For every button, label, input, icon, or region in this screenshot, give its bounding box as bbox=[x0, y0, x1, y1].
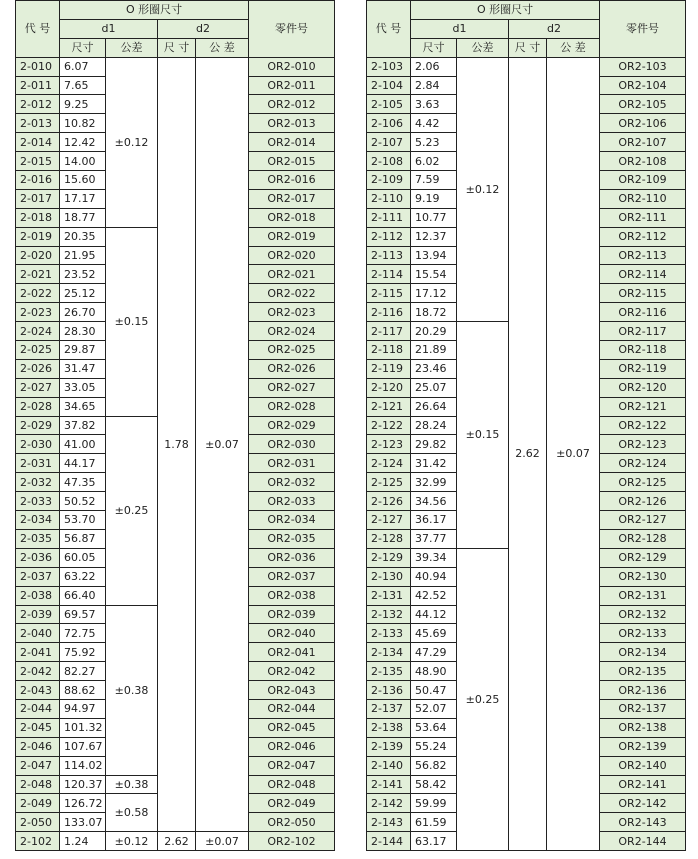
oring-table-right bbox=[366, 0, 686, 851]
row-d2-tolerance: ±0.07 bbox=[196, 832, 249, 851]
row-part-no: OR2-017 bbox=[249, 189, 335, 208]
row-d1-size: 50.52 bbox=[60, 492, 106, 511]
row-d1-size: 44.12 bbox=[411, 605, 457, 624]
row-part-no: OR2-019 bbox=[249, 227, 335, 246]
row-d1-size: 18.72 bbox=[411, 303, 457, 322]
row-code: 2-121 bbox=[367, 397, 411, 416]
row-d1-size: 56.82 bbox=[411, 756, 457, 775]
row-code: 2-042 bbox=[16, 662, 60, 681]
row-code: 2-024 bbox=[16, 322, 60, 341]
row-part-no: OR2-103 bbox=[600, 57, 686, 76]
row-code: 2-142 bbox=[367, 794, 411, 813]
row-d1-size: 2.84 bbox=[411, 76, 457, 95]
row-code: 2-144 bbox=[367, 832, 411, 851]
row-code: 2-020 bbox=[16, 246, 60, 265]
row-d1-size: 25.07 bbox=[411, 378, 457, 397]
row-d1-size: 29.82 bbox=[411, 435, 457, 454]
row-code: 2-109 bbox=[367, 171, 411, 190]
row-d1-size: 28.30 bbox=[60, 322, 106, 341]
header-d2-size: 尺 寸 bbox=[509, 38, 547, 57]
row-code: 2-135 bbox=[367, 662, 411, 681]
row-code: 2-112 bbox=[367, 227, 411, 246]
row-d1-size: 34.56 bbox=[411, 492, 457, 511]
row-code: 2-130 bbox=[367, 567, 411, 586]
row-code: 2-015 bbox=[16, 152, 60, 171]
row-part-no: OR2-020 bbox=[249, 246, 335, 265]
row-part-no: OR2-117 bbox=[600, 322, 686, 341]
row-code: 2-041 bbox=[16, 643, 60, 662]
header-d2-tol: 公 差 bbox=[196, 38, 249, 57]
row-part-no: OR2-102 bbox=[249, 832, 335, 851]
row-code: 2-014 bbox=[16, 133, 60, 152]
row-d1-size: 114.02 bbox=[60, 756, 106, 775]
row-d1-size: 41.00 bbox=[60, 435, 106, 454]
row-code: 2-028 bbox=[16, 397, 60, 416]
row-code: 2-039 bbox=[16, 605, 60, 624]
row-code: 2-033 bbox=[16, 492, 60, 511]
row-d1-tolerance: ±0.38 bbox=[106, 775, 158, 794]
row-d1-tolerance: ±0.12 bbox=[106, 832, 158, 851]
row-part-no: OR2-108 bbox=[600, 152, 686, 171]
row-d1-size: 63.22 bbox=[60, 567, 106, 586]
row-part-no: OR2-032 bbox=[249, 473, 335, 492]
row-d1-size: 56.87 bbox=[60, 529, 106, 548]
row-code: 2-019 bbox=[16, 227, 60, 246]
row-part-no: OR2-048 bbox=[249, 775, 335, 794]
row-d1-size: 48.90 bbox=[411, 662, 457, 681]
row-code: 2-127 bbox=[367, 511, 411, 530]
row-code: 2-134 bbox=[367, 643, 411, 662]
row-part-no: OR2-039 bbox=[249, 605, 335, 624]
row-d1-size: 52.07 bbox=[411, 699, 457, 718]
row-d1-size: 37.82 bbox=[60, 416, 106, 435]
row-part-no: OR2-045 bbox=[249, 718, 335, 737]
row-part-no: OR2-046 bbox=[249, 737, 335, 756]
row-d1-size: 29.87 bbox=[60, 341, 106, 360]
row-d1-size: 15.54 bbox=[411, 265, 457, 284]
row-part-no: OR2-034 bbox=[249, 511, 335, 530]
row-d1-size: 58.42 bbox=[411, 775, 457, 794]
row-part-no: OR2-133 bbox=[600, 624, 686, 643]
row-code: 2-046 bbox=[16, 737, 60, 756]
row-d1-size: 50.47 bbox=[411, 681, 457, 700]
row-d1-size: 47.35 bbox=[60, 473, 106, 492]
row-code: 2-108 bbox=[367, 152, 411, 171]
row-code: 2-140 bbox=[367, 756, 411, 775]
row-d1-size: 44.17 bbox=[60, 454, 106, 473]
header-code: 代 号 bbox=[367, 1, 411, 58]
row-part-no: OR2-121 bbox=[600, 397, 686, 416]
row-d1-tolerance: ±0.58 bbox=[106, 794, 158, 832]
row-d1-size: 61.59 bbox=[411, 813, 457, 832]
oring-table-left bbox=[15, 0, 335, 851]
row-code: 2-038 bbox=[16, 586, 60, 605]
row-d1-size: 31.42 bbox=[411, 454, 457, 473]
row-code: 2-025 bbox=[16, 341, 60, 360]
row-part-no: OR2-131 bbox=[600, 586, 686, 605]
row-d1-size: 33.05 bbox=[60, 378, 106, 397]
row-code: 2-016 bbox=[16, 171, 60, 190]
row-code: 2-124 bbox=[367, 454, 411, 473]
row-d1-tolerance: ±0.15 bbox=[106, 227, 158, 416]
row-part-no: OR2-123 bbox=[600, 435, 686, 454]
row-code: 2-132 bbox=[367, 605, 411, 624]
row-part-no: OR2-113 bbox=[600, 246, 686, 265]
row-code: 2-104 bbox=[367, 76, 411, 95]
row-part-no: OR2-023 bbox=[249, 303, 335, 322]
row-code: 2-118 bbox=[367, 341, 411, 360]
row-part-no: OR2-114 bbox=[600, 265, 686, 284]
row-part-no: OR2-144 bbox=[600, 832, 686, 851]
row-part-no: OR2-027 bbox=[249, 378, 335, 397]
row-d1-size: 31.47 bbox=[60, 359, 106, 378]
row-code: 2-049 bbox=[16, 794, 60, 813]
row-part-no: OR2-120 bbox=[600, 378, 686, 397]
row-part-no: OR2-105 bbox=[600, 95, 686, 114]
row-d2-size: 2.62 bbox=[509, 57, 547, 850]
row-code: 2-115 bbox=[367, 284, 411, 303]
row-code: 2-011 bbox=[16, 76, 60, 95]
row-part-no: OR2-135 bbox=[600, 662, 686, 681]
row-code: 2-036 bbox=[16, 548, 60, 567]
row-part-no: OR2-022 bbox=[249, 284, 335, 303]
header-d1-tol: 公差 bbox=[457, 38, 509, 57]
row-d1-size: 7.65 bbox=[60, 76, 106, 95]
row-code: 2-045 bbox=[16, 718, 60, 737]
header-d1: d1 bbox=[411, 19, 509, 38]
row-code: 2-029 bbox=[16, 416, 60, 435]
row-code: 2-017 bbox=[16, 189, 60, 208]
row-d1-size: 120.37 bbox=[60, 775, 106, 794]
row-d1-tolerance: ±0.25 bbox=[457, 548, 509, 850]
row-d2-size: 2.62 bbox=[158, 832, 196, 851]
row-d1-size: 36.17 bbox=[411, 511, 457, 530]
row-code: 2-048 bbox=[16, 775, 60, 794]
row-part-no: OR2-030 bbox=[249, 435, 335, 454]
row-part-no: OR2-143 bbox=[600, 813, 686, 832]
row-d1-size: 17.17 bbox=[60, 189, 106, 208]
row-code: 2-102 bbox=[16, 832, 60, 851]
header-part-no: 零件号 bbox=[600, 1, 686, 58]
row-code: 2-128 bbox=[367, 529, 411, 548]
row-code: 2-138 bbox=[367, 718, 411, 737]
row-code: 2-136 bbox=[367, 681, 411, 700]
row-d1-size: 47.29 bbox=[411, 643, 457, 662]
row-part-no: OR2-134 bbox=[600, 643, 686, 662]
row-code: 2-139 bbox=[367, 737, 411, 756]
row-d1-size: 101.32 bbox=[60, 718, 106, 737]
row-d1-size: 17.12 bbox=[411, 284, 457, 303]
row-d1-size: 23.46 bbox=[411, 359, 457, 378]
row-part-no: OR2-139 bbox=[600, 737, 686, 756]
row-d1-size: 12.37 bbox=[411, 227, 457, 246]
row-part-no: OR2-026 bbox=[249, 359, 335, 378]
row-part-no: OR2-050 bbox=[249, 813, 335, 832]
row-part-no: OR2-126 bbox=[600, 492, 686, 511]
row-part-no: OR2-029 bbox=[249, 416, 335, 435]
row-d1-size: 3.63 bbox=[411, 95, 457, 114]
row-d1-tolerance: ±0.25 bbox=[106, 416, 158, 605]
row-code: 2-125 bbox=[367, 473, 411, 492]
row-d1-size: 133.07 bbox=[60, 813, 106, 832]
row-d1-size: 40.94 bbox=[411, 567, 457, 586]
row-d1-size: 18.77 bbox=[60, 208, 106, 227]
row-code: 2-043 bbox=[16, 681, 60, 700]
row-code: 2-111 bbox=[367, 208, 411, 227]
row-d1-size: 12.42 bbox=[60, 133, 106, 152]
row-d1-size: 82.27 bbox=[60, 662, 106, 681]
row-part-no: OR2-127 bbox=[600, 511, 686, 530]
row-part-no: OR2-122 bbox=[600, 416, 686, 435]
row-part-no: OR2-013 bbox=[249, 114, 335, 133]
row-part-no: OR2-035 bbox=[249, 529, 335, 548]
row-d1-size: 126.72 bbox=[60, 794, 106, 813]
header-d1-size: 尺寸 bbox=[60, 38, 106, 57]
row-code: 2-133 bbox=[367, 624, 411, 643]
row-d2-tolerance: ±0.07 bbox=[196, 57, 249, 832]
row-code: 2-012 bbox=[16, 95, 60, 114]
row-d1-size: 26.70 bbox=[60, 303, 106, 322]
header-oring-size: O 形圈尺寸 bbox=[411, 1, 600, 20]
row-d1-size: 32.99 bbox=[411, 473, 457, 492]
row-d1-size: 1.24 bbox=[60, 832, 106, 851]
header-d2-size: 尺 寸 bbox=[158, 38, 196, 57]
row-d1-size: 94.97 bbox=[60, 699, 106, 718]
row-code: 2-106 bbox=[367, 114, 411, 133]
row-d1-size: 10.77 bbox=[411, 208, 457, 227]
row-code: 2-117 bbox=[367, 322, 411, 341]
row-code: 2-040 bbox=[16, 624, 60, 643]
row-part-no: OR2-110 bbox=[600, 189, 686, 208]
row-code: 2-010 bbox=[16, 57, 60, 76]
row-code: 2-026 bbox=[16, 359, 60, 378]
row-part-no: OR2-015 bbox=[249, 152, 335, 171]
row-part-no: OR2-119 bbox=[600, 359, 686, 378]
row-code: 2-013 bbox=[16, 114, 60, 133]
row-part-no: OR2-049 bbox=[249, 794, 335, 813]
row-part-no: OR2-041 bbox=[249, 643, 335, 662]
row-part-no: OR2-025 bbox=[249, 341, 335, 360]
row-part-no: OR2-115 bbox=[600, 284, 686, 303]
row-code: 2-122 bbox=[367, 416, 411, 435]
row-part-no: OR2-021 bbox=[249, 265, 335, 284]
row-part-no: OR2-016 bbox=[249, 171, 335, 190]
row-d1-tolerance: ±0.38 bbox=[106, 605, 158, 775]
row-code: 2-119 bbox=[367, 359, 411, 378]
row-code: 2-023 bbox=[16, 303, 60, 322]
row-part-no: OR2-142 bbox=[600, 794, 686, 813]
row-d1-size: 7.59 bbox=[411, 171, 457, 190]
row-d1-size: 20.35 bbox=[60, 227, 106, 246]
row-code: 2-107 bbox=[367, 133, 411, 152]
row-code: 2-027 bbox=[16, 378, 60, 397]
row-d1-size: 20.29 bbox=[411, 322, 457, 341]
row-part-no: OR2-118 bbox=[600, 341, 686, 360]
row-part-no: OR2-014 bbox=[249, 133, 335, 152]
row-code: 2-018 bbox=[16, 208, 60, 227]
row-code: 2-037 bbox=[16, 567, 60, 586]
row-part-no: OR2-011 bbox=[249, 76, 335, 95]
header-oring-size: O 形圈尺寸 bbox=[60, 1, 249, 20]
row-d1-size: 60.05 bbox=[60, 548, 106, 567]
row-code: 2-120 bbox=[367, 378, 411, 397]
row-d1-size: 4.42 bbox=[411, 114, 457, 133]
row-d1-size: 53.70 bbox=[60, 511, 106, 530]
row-d1-size: 9.25 bbox=[60, 95, 106, 114]
row-code: 2-031 bbox=[16, 454, 60, 473]
row-part-no: OR2-129 bbox=[600, 548, 686, 567]
row-d1-size: 59.99 bbox=[411, 794, 457, 813]
header-part-no: 零件号 bbox=[249, 1, 335, 58]
row-part-no: OR2-112 bbox=[600, 227, 686, 246]
row-d1-size: 10.82 bbox=[60, 114, 106, 133]
row-code: 2-105 bbox=[367, 95, 411, 114]
row-code: 2-114 bbox=[367, 265, 411, 284]
row-d1-size: 72.75 bbox=[60, 624, 106, 643]
row-d1-size: 28.24 bbox=[411, 416, 457, 435]
row-d1-size: 45.69 bbox=[411, 624, 457, 643]
row-code: 2-137 bbox=[367, 699, 411, 718]
row-code: 2-113 bbox=[367, 246, 411, 265]
row-d1-size: 5.23 bbox=[411, 133, 457, 152]
row-part-no: OR2-124 bbox=[600, 454, 686, 473]
row-d1-size: 34.65 bbox=[60, 397, 106, 416]
row-d1-size: 37.77 bbox=[411, 529, 457, 548]
row-code: 2-034 bbox=[16, 511, 60, 530]
row-part-no: OR2-044 bbox=[249, 699, 335, 718]
row-part-no: OR2-116 bbox=[600, 303, 686, 322]
header-d2: d2 bbox=[509, 19, 600, 38]
row-d1-size: 66.40 bbox=[60, 586, 106, 605]
header-code: 代 号 bbox=[16, 1, 60, 58]
row-part-no: OR2-024 bbox=[249, 322, 335, 341]
row-code: 2-030 bbox=[16, 435, 60, 454]
row-code: 2-047 bbox=[16, 756, 60, 775]
row-part-no: OR2-033 bbox=[249, 492, 335, 511]
row-code: 2-141 bbox=[367, 775, 411, 794]
header-d2-tol: 公 差 bbox=[547, 38, 600, 57]
row-part-no: OR2-012 bbox=[249, 95, 335, 114]
row-code: 2-044 bbox=[16, 699, 60, 718]
table-row bbox=[16, 57, 335, 76]
row-part-no: OR2-010 bbox=[249, 57, 335, 76]
row-part-no: OR2-107 bbox=[600, 133, 686, 152]
row-code: 2-123 bbox=[367, 435, 411, 454]
row-part-no: OR2-106 bbox=[600, 114, 686, 133]
row-part-no: OR2-130 bbox=[600, 567, 686, 586]
row-part-no: OR2-037 bbox=[249, 567, 335, 586]
row-d1-size: 23.52 bbox=[60, 265, 106, 284]
row-part-no: OR2-028 bbox=[249, 397, 335, 416]
row-d1-size: 75.92 bbox=[60, 643, 106, 662]
row-d1-size: 15.60 bbox=[60, 171, 106, 190]
row-code: 2-116 bbox=[367, 303, 411, 322]
header-d1: d1 bbox=[60, 19, 158, 38]
table-row bbox=[367, 57, 686, 76]
row-d1-size: 9.19 bbox=[411, 189, 457, 208]
row-code: 2-050 bbox=[16, 813, 60, 832]
row-part-no: OR2-141 bbox=[600, 775, 686, 794]
header-d1-tol: 公差 bbox=[106, 38, 158, 57]
row-part-no: OR2-036 bbox=[249, 548, 335, 567]
row-code: 2-143 bbox=[367, 813, 411, 832]
row-d2-tolerance: ±0.07 bbox=[547, 57, 600, 850]
row-part-no: OR2-038 bbox=[249, 586, 335, 605]
row-d1-tolerance: ±0.12 bbox=[106, 57, 158, 227]
row-part-no: OR2-140 bbox=[600, 756, 686, 775]
row-code: 2-126 bbox=[367, 492, 411, 511]
row-part-no: OR2-047 bbox=[249, 756, 335, 775]
row-d1-size: 25.12 bbox=[60, 284, 106, 303]
row-part-no: OR2-031 bbox=[249, 454, 335, 473]
row-part-no: OR2-138 bbox=[600, 718, 686, 737]
row-d1-size: 88.62 bbox=[60, 681, 106, 700]
row-part-no: OR2-111 bbox=[600, 208, 686, 227]
row-part-no: OR2-043 bbox=[249, 681, 335, 700]
row-code: 2-022 bbox=[16, 284, 60, 303]
row-code: 2-035 bbox=[16, 529, 60, 548]
row-d1-size: 69.57 bbox=[60, 605, 106, 624]
row-d1-size: 21.89 bbox=[411, 341, 457, 360]
row-part-no: OR2-018 bbox=[249, 208, 335, 227]
header-d1-size: 尺寸 bbox=[411, 38, 457, 57]
row-part-no: OR2-104 bbox=[600, 76, 686, 95]
row-code: 2-021 bbox=[16, 265, 60, 284]
row-d1-size: 2.06 bbox=[411, 57, 457, 76]
row-d1-size: 107.67 bbox=[60, 737, 106, 756]
row-code: 2-110 bbox=[367, 189, 411, 208]
row-d1-size: 26.64 bbox=[411, 397, 457, 416]
row-part-no: OR2-132 bbox=[600, 605, 686, 624]
row-d1-size: 53.64 bbox=[411, 718, 457, 737]
row-code: 2-103 bbox=[367, 57, 411, 76]
table-row bbox=[16, 832, 335, 851]
row-part-no: OR2-128 bbox=[600, 529, 686, 548]
row-part-no: OR2-137 bbox=[600, 699, 686, 718]
row-d1-tolerance: ±0.15 bbox=[457, 322, 509, 549]
row-part-no: OR2-125 bbox=[600, 473, 686, 492]
row-d1-size: 63.17 bbox=[411, 832, 457, 851]
row-code: 2-032 bbox=[16, 473, 60, 492]
row-code: 2-131 bbox=[367, 586, 411, 605]
row-part-no: OR2-040 bbox=[249, 624, 335, 643]
row-code: 2-129 bbox=[367, 548, 411, 567]
row-d1-size: 55.24 bbox=[411, 737, 457, 756]
row-part-no: OR2-109 bbox=[600, 171, 686, 190]
row-d1-size: 21.95 bbox=[60, 246, 106, 265]
row-part-no: OR2-042 bbox=[249, 662, 335, 681]
header-d2: d2 bbox=[158, 19, 249, 38]
row-d1-tolerance: ±0.12 bbox=[457, 57, 509, 321]
row-d1-size: 6.07 bbox=[60, 57, 106, 76]
row-part-no: OR2-136 bbox=[600, 681, 686, 700]
row-d1-size: 13.94 bbox=[411, 246, 457, 265]
row-d2-size: 1.78 bbox=[158, 57, 196, 832]
row-d1-size: 42.52 bbox=[411, 586, 457, 605]
row-d1-size: 39.34 bbox=[411, 548, 457, 567]
row-d1-size: 14.00 bbox=[60, 152, 106, 171]
row-d1-size: 6.02 bbox=[411, 152, 457, 171]
